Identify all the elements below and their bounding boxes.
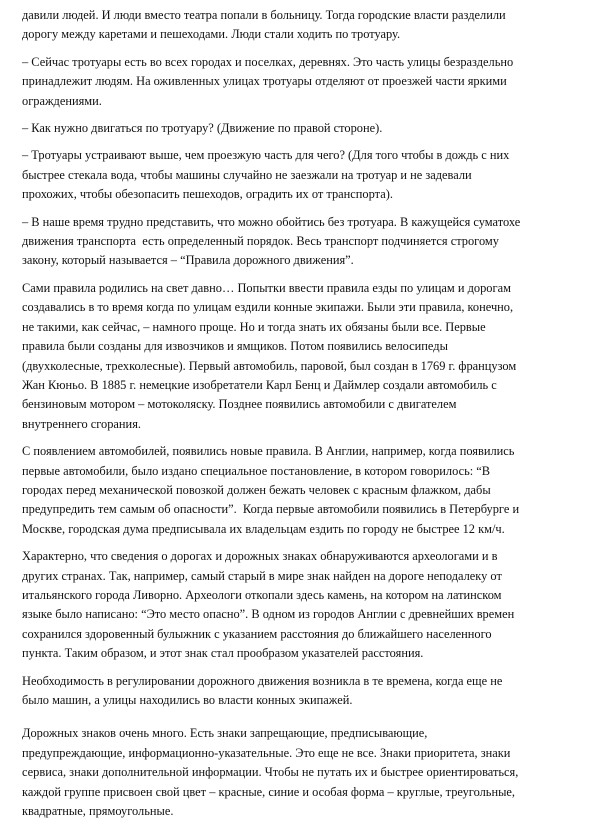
paragraph-8: Характерно, что сведения о дорогах и дорожных знаках обнаруживаются археологами и в других странах. Так, например, самый старый в мире знак найден на дороге неподалеку от итальянского города Ливорно. Археологи откопали здесь камень, на котором на латинском языке было написано: “Это место опасно”. В одном из городов Англии с древнейших времен сохранился здоровенный булыжник с указанием расстояния до ближайшего населенного пункта. Таким образом, и этот знак стал прообразом указателей расстояния. bbox=[22, 549, 515, 661]
paragraph-5: – В наше время трудно представить, что можно обойтись без тротуара. В кажущейся суматохе движения транспорта есть определенный порядок. Весь транспорт подчиняется строгому закону, который называется – “Правила дорожного движения”. bbox=[22, 214, 521, 268]
paragraph-9: Необходимость в регулировании дорожного движения возникла в те времена, когда еще не было машин, а улицы находились во власти конных экипажей. bbox=[22, 673, 503, 707]
document-body bbox=[22, 6, 588, 829]
paragraph-10: Дорожных знаков очень много. Есть знаки запрещающие, предписывающие, предупреждающие, информационно-указательные. Это еще не все. Знаки приоритета, знаки сервиса, знаки дополнительной информации. Чтобы не путать их и быстрее ориентироваться, каждой группе присвоен свой цвет – красные, синие и особая форма – круглые, треугольные, квадратные, прямоугольные. bbox=[22, 726, 519, 819]
paragraph-2: – Сейчас тротуары есть во всех городах и поселках, деревнях. Это часть улицы безраздельно принадлежит людям. На оживленных улицах тротуары отделяют от проезжей части яркими ограждениями. bbox=[22, 54, 514, 108]
paragraph-1: давили людей. И люди вместо театра попали в больницу. Тогда городские власти разделили дорогу между каретами и пешеходами. Люди стали ходить по тротуару. bbox=[22, 8, 506, 42]
paragraph-6: Сами правила родились на свет давно… Попытки ввести правила езды по улицам и дорогам создавались в то время когда по улицам ездили конные экипажи. Были эти правила, конечно, не такими, как сейчас, – намного проще. Но и тогда знать их обязаны были все. Первые правила были созданы для извозчиков и ямщиков. Потом появились велосипеды (двухколесные, трехколесные). Первый автомобиль, паровой, был создан в 1769 г. французом Жан Кюньо. В 1885 г. немецкие изобретатели Карл Бенц и Даймлер создали автомобиль с бензиновым мотором – мотоколяску. Позднее появились автомобили с двигателем внутреннего сгорания. bbox=[22, 280, 517, 431]
paragraph-3: – Как нужно двигаться по тротуару? (Движение по правой стороне). bbox=[22, 121, 383, 136]
paragraph-4: – Тротуары устраивают выше, чем проезжую часть для чего? (Для того чтобы в дождь с них быстрее стекала вода, чтобы машины случайно не заезжали на тротуар и не задевали прохожих, чтобы обезопасить пешеходов, оградить их от транспорта). bbox=[22, 148, 510, 202]
paragraph-7: С появлением автомобилей, появились новые правила. В Англии, например, когда появились первые автомобили, было издано специальное постановление, в котором говорилось: “В городах перед механической повозкой должен бежать человек с красным флажком, дабы предупредить тем самым об опасности”. Когда первые автомобили появились в Петербурге и Москве, городская дума предписывала их владельцам ездить по городу не быстрее 12 км/ч. bbox=[22, 444, 520, 536]
